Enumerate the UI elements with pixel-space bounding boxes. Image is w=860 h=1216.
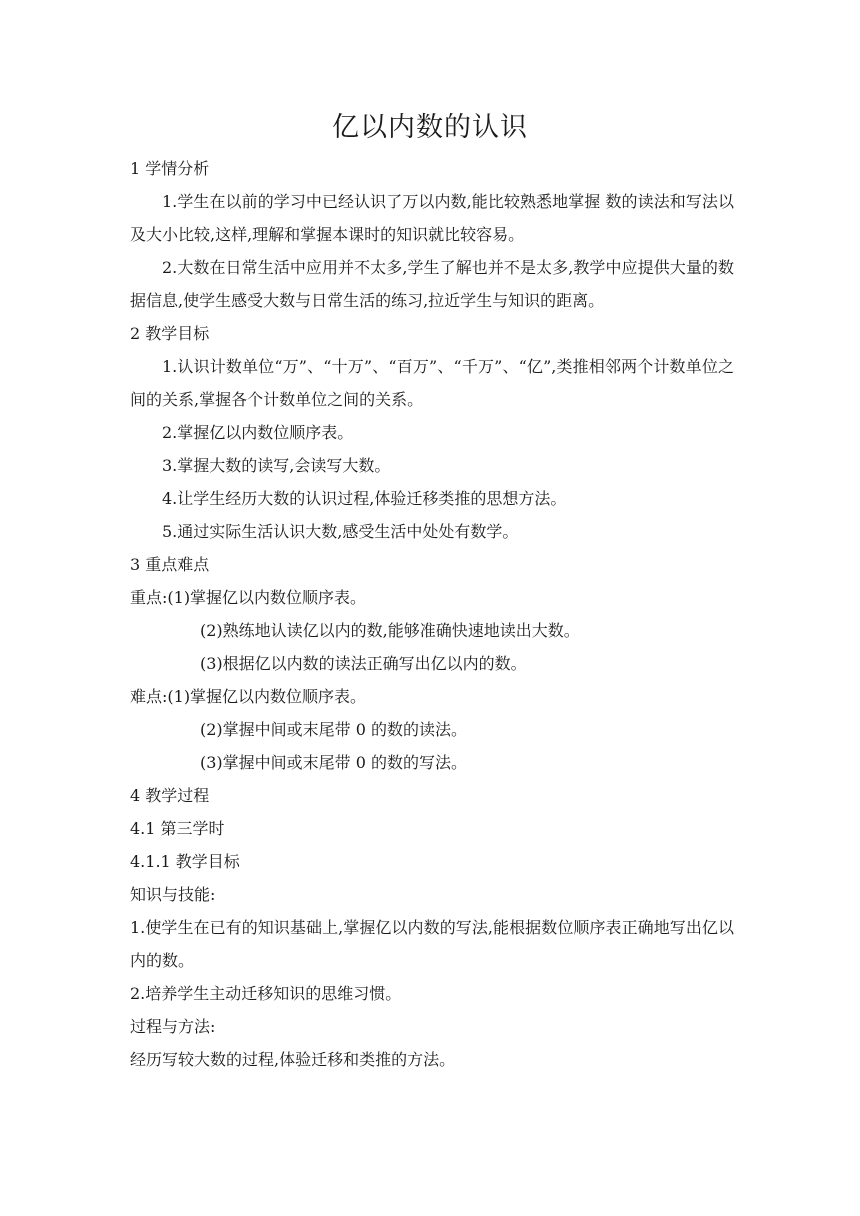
paragraph: (2)掌握中间或末尾带 0 的数的读法。	[200, 720, 468, 739]
paragraph: 3.掌握大数的读写,会读写大数。	[162, 456, 391, 475]
heading-learning-analysis: 1 学情分析	[130, 159, 210, 178]
document-body	[130, 152, 734, 1076]
heading-teaching-objectives: 2 教学目标	[130, 324, 210, 343]
paragraph: 2.培养学生主动迁移知识的思维习惯。	[130, 984, 402, 1003]
page-title: 亿以内数的认识	[332, 112, 528, 143]
paragraph: 2.大数在日常生活中应用并不太多,学生了解也并不是太多,教学中应提供大量的数据信息,使学生感受大数与日常生活的练习,拉近学生与知识的距离。	[130, 258, 734, 310]
paragraph: (2)熟练地认读亿以内的数,能够准确快速地读出大数。	[200, 621, 580, 640]
heading-key-difficulties: 3 重点难点	[130, 555, 210, 574]
paragraph: 5.通过实际生活认识大数,感受生活中处处有数学。	[162, 522, 519, 541]
paragraph: 经历写较大数的过程,体验迁移和类推的方法。	[130, 1050, 456, 1069]
paragraph: 知识与技能:	[130, 885, 216, 904]
paragraph: 1.学生在以前的学习中已经认识了万以内数,能比较熟悉地掌握 数的读法和写法以及大小比较,这样,理解和掌握本课时的知识就比较容易。	[130, 192, 734, 244]
paragraph: 2.掌握亿以内数位顺序表。	[162, 423, 354, 442]
paragraph: 4.让学生经历大数的认识过程,体验迁移类推的思想方法。	[162, 489, 567, 508]
paragraph: (3)根据亿以内数的读法正确写出亿以内的数。	[200, 654, 527, 673]
paragraph: 1.使学生在已有的知识基础上,掌握亿以内数的写法,能根据数位顺序表正确地写出亿以内的数。	[130, 918, 734, 970]
paragraph: 重点:(1)掌握亿以内数位顺序表。	[130, 588, 367, 607]
heading-lesson-objectives: 4.1.1 教学目标	[130, 852, 240, 871]
paragraph: 难点:(1)掌握亿以内数位顺序表。	[130, 687, 367, 706]
paragraph: (3)掌握中间或末尾带 0 的数的写法。	[200, 753, 468, 772]
heading-teaching-process: 4 教学过程	[130, 786, 210, 805]
paragraph: 1.认识计数单位“万”、“十万”、“百万”、“千万”、“亿”,类推相邻两个计数单位之间的关系,掌握各个计数单位之间的关系。	[130, 357, 734, 409]
paragraph: 过程与方法:	[130, 1017, 216, 1036]
heading-third-lesson: 4.1 第三学时	[130, 819, 225, 838]
